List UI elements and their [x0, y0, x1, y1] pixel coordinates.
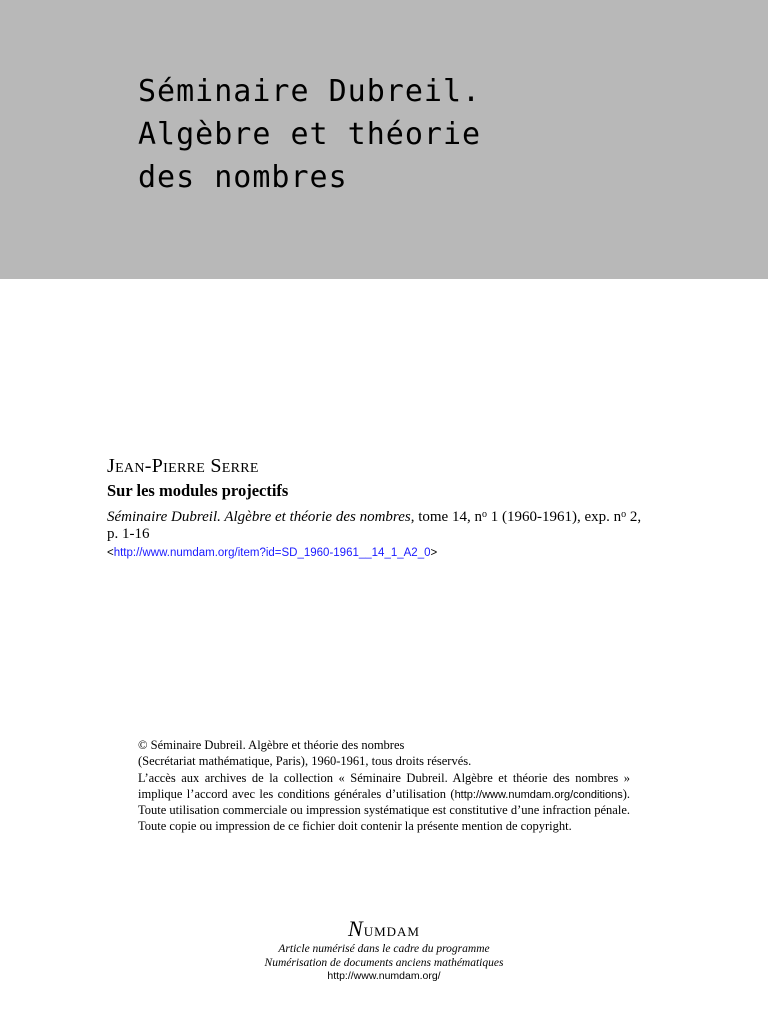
terms-text-a: L’accès aux archives de la collection « Séminaire Dubreil. Algèbre et théorie des nombres » implique l’accord avec les conditions générales d’utilisation (: [138, 771, 630, 801]
series-title-line-1: Séminaire Dubreil.: [138, 74, 482, 109]
terms-paragraph: [138, 771, 630, 834]
footer-line-2: Numérisation de documents anciens mathématiques: [264, 957, 504, 969]
series-title: [138, 70, 481, 199]
url-close-bracket: >: [430, 547, 438, 559]
numdam-logo: [234, 916, 534, 942]
series-title-line-2: Algèbre et théorie: [138, 117, 482, 152]
footer-line-1: Article numérisé dans le cadre du programme: [278, 943, 490, 955]
footer-site-link[interactable]: http://www.numdam.org/: [327, 970, 441, 982]
citation: [107, 509, 672, 543]
header-banner: [0, 0, 768, 279]
author-name: Jean-Pierre Serre: [107, 455, 259, 477]
terms-url-link[interactable]: http://www.numdam.org/conditions: [454, 788, 623, 801]
article-url-link[interactable]: http://www.numdam.org/item?id=SD_1960-1961__14_1_A2_0: [113, 547, 431, 559]
tome-text: , tome 14, n: [410, 509, 482, 525]
logo-rest: umdam: [363, 920, 420, 941]
terms-text-b: ). Toute utilisation commerciale ou impression systématique est constitutive d’une infraction pénale. Toute copie ou impression de ce fichier doit contenir la présente mention de copyright.: [138, 786, 630, 833]
page-range: p. 1-16: [107, 526, 150, 542]
series-title-line-3: des nombres: [138, 160, 348, 195]
journal-name: Séminaire Dubreil. Algèbre et théorie des nombres: [107, 509, 411, 525]
copyright-line-2: (Secrétariat mathématique, Paris), 1960-1961, tous droits réservés.: [138, 753, 472, 768]
exp-superscript: o: [621, 509, 627, 520]
url-open-bracket: <: [107, 547, 114, 559]
copyright-line-1: © Séminaire Dubreil. Algèbre et théorie des nombres: [138, 738, 405, 752]
logo-initial: N: [348, 916, 364, 941]
issue-superscript: o: [481, 509, 487, 520]
exp-text: 2,: [626, 509, 642, 525]
issue-text: 1 (1960-1961), exp. n: [486, 509, 622, 525]
footer: [234, 916, 534, 983]
copyright-notice: [138, 738, 630, 834]
paper-title: Sur les modules projectifs: [107, 481, 289, 500]
article-url-line: [107, 547, 437, 559]
